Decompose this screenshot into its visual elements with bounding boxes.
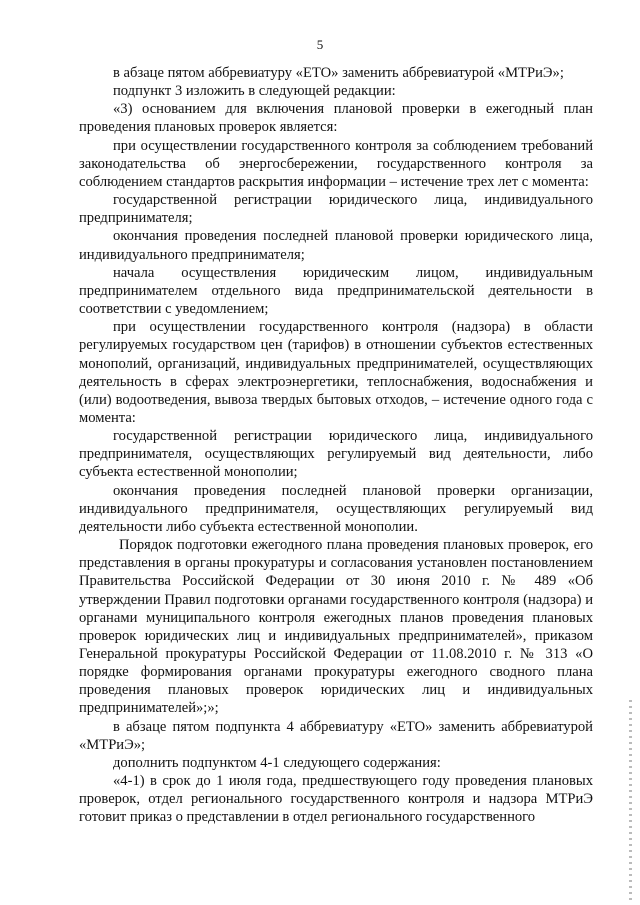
paragraph-3: «3) основанием для включения плановой проверки в ежегодный план проведения плановых проверок является: [79, 101, 593, 136]
scan-margin-mark [629, 700, 632, 900]
paragraph-4: при осуществлении государственного контроля за соблюдением требований законодательства об энергосбережении, государственного контроля за соблюдением стандартов раскрытия информации – истечение трех лет с момента: [79, 137, 593, 190]
paragraph-8: при осуществлении государственного контроля (надзора) в области регулируемых государством цен (тарифов) в отношении субъектов естественных монополий, организаций, индивидуальных предпринимателей, осуществляющих деятельность в сферах электроэнергетики, теплоснабжения, водоснабжения и (или) водоотведения, вывоза твердых бытовых отходов, – истечение одного года с момента: [79, 319, 593, 426]
paragraph-7: начала осуществления юридическим лицом, индивидуальным предпринимателем отдельного вида предпринимательской деятельности в соответствии с уведомлением; [79, 264, 593, 318]
document-body [79, 64, 593, 827]
page-number: 5 [316, 37, 324, 52]
paragraph-9: государственной регистрации юридического лица, индивидуального предпринимателя, осуществляющих регулируемый вид деятельности, либо субъекта естественной монополии; [79, 428, 593, 481]
paragraph-13: дополнить подпунктом 4-1 следующего содержания: [113, 754, 441, 771]
paragraph-12: в абзаце пятом подпункта 4 аббревиатуру «ЕТО» заменить аббревиатурой «МТРиЭ»; [79, 718, 593, 753]
paragraph-11: Порядок подготовки ежегодного плана проведения плановых проверок, его представления в органы прокуратуры и согласования установлен постановлением Правительства Российской Федерации от 30 июня 2010 г. № 489 «Об утверждении Правил подготовки органами государственного контроля (надзора) и органами муниципального контроля ежегодных планов проведения плановых проверок юридических лиц и индивидуальных предпринимателей», приказом Генеральной прокуратуры Российской Федерации от 11.08.2010 г. № 313 «О порядке формирования органами прокуратуры ежегодного сводного плана проведения плановых проверок юридических лиц и индивидуальных предпринимателей»;»; [79, 537, 593, 717]
paragraph-10: окончания проведения последней плановой проверки организации, индивидуального предпринимателя, осуществляющих регулируемый вид деятельности либо субъекта естественной монополии. [79, 482, 593, 535]
paragraph-5: государственной регистрации юридического лица, индивидуального предпринимателя; [79, 192, 593, 227]
paragraph-1: в абзаце пятом аббревиатуру «ЕТО» заменить аббревиатурой «МТРиЭ»; [113, 65, 564, 81]
paragraph-14: «4-1) в срок до 1 июля года, предшествующего году проведения плановых проверок, отдел регионального государственного контроля и надзора МТРиЭ готовит приказ о представлении в отдел регионального государственного [79, 773, 593, 826]
paragraph-6: окончания проведения последней плановой проверки юридического лица, индивидуального предпринимателя; [79, 228, 593, 263]
paragraph-2: подпункт 3 изложить в следующей редакции: [113, 83, 396, 100]
